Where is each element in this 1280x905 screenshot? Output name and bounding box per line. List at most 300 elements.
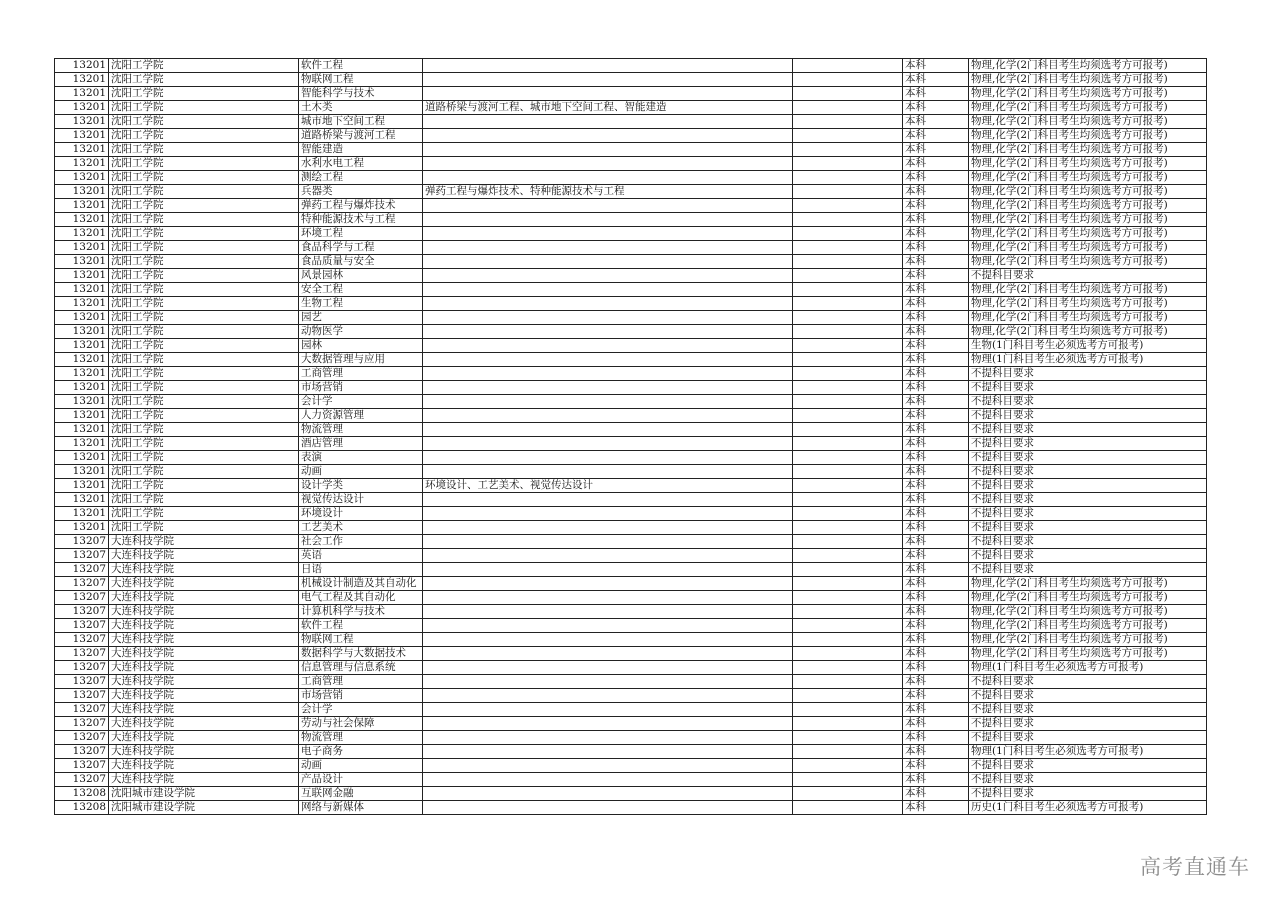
note-cell <box>793 563 903 577</box>
level-cell: 本科 <box>903 269 969 283</box>
school-code-cell: 13201 <box>55 185 109 199</box>
included-majors-cell <box>423 661 793 675</box>
included-majors-cell <box>423 381 793 395</box>
subject-requirement-cell: 不提科目要求 <box>969 731 1207 745</box>
major-name-cell: 社会工作 <box>299 535 423 549</box>
table-row <box>55 353 1207 367</box>
school-name-cell: 大连科技学院 <box>109 619 299 633</box>
school-name-cell: 大连科技学院 <box>109 675 299 689</box>
table-row <box>55 675 1207 689</box>
table-row <box>55 157 1207 171</box>
subject-requirement-cell: 物理,化学(2门科目考生均须选考方可报考) <box>969 101 1207 115</box>
included-majors-cell <box>423 437 793 451</box>
major-name-cell: 数据科学与大数据技术 <box>299 647 423 661</box>
note-cell <box>793 535 903 549</box>
subject-requirement-cell: 物理,化学(2门科目考生均须选考方可报考) <box>969 73 1207 87</box>
note-cell <box>793 549 903 563</box>
level-cell: 本科 <box>903 675 969 689</box>
note-cell <box>793 675 903 689</box>
school-name-cell: 沈阳工学院 <box>109 381 299 395</box>
major-name-cell: 英语 <box>299 549 423 563</box>
note-cell <box>793 325 903 339</box>
major-name-cell: 土木类 <box>299 101 423 115</box>
note-cell <box>793 353 903 367</box>
table-row <box>55 115 1207 129</box>
school-name-cell: 沈阳工学院 <box>109 101 299 115</box>
note-cell <box>793 661 903 675</box>
school-code-cell: 13201 <box>55 381 109 395</box>
level-cell: 本科 <box>903 87 969 101</box>
note-cell <box>793 87 903 101</box>
school-code-cell: 13201 <box>55 339 109 353</box>
note-cell <box>793 101 903 115</box>
included-majors-cell <box>423 423 793 437</box>
school-code-cell: 13207 <box>55 605 109 619</box>
level-cell: 本科 <box>903 577 969 591</box>
school-code-cell: 13207 <box>55 675 109 689</box>
school-name-cell: 大连科技学院 <box>109 661 299 675</box>
table-row <box>55 409 1207 423</box>
subject-requirement-cell: 物理,化学(2门科目考生均须选考方可报考) <box>969 241 1207 255</box>
subject-requirement-cell: 不提科目要求 <box>969 675 1207 689</box>
included-majors-cell <box>423 451 793 465</box>
school-code-cell: 13207 <box>55 661 109 675</box>
note-cell <box>793 605 903 619</box>
school-code-cell: 13201 <box>55 367 109 381</box>
note-cell <box>793 199 903 213</box>
major-name-cell: 食品质量与安全 <box>299 255 423 269</box>
school-name-cell: 沈阳工学院 <box>109 255 299 269</box>
school-code-cell: 13207 <box>55 619 109 633</box>
note-cell <box>793 787 903 801</box>
school-code-cell: 13207 <box>55 731 109 745</box>
included-majors-cell <box>423 577 793 591</box>
level-cell: 本科 <box>903 549 969 563</box>
major-name-cell: 物流管理 <box>299 423 423 437</box>
major-name-cell: 特种能源技术与工程 <box>299 213 423 227</box>
subject-requirement-cell: 不提科目要求 <box>969 437 1207 451</box>
level-cell: 本科 <box>903 703 969 717</box>
school-name-cell: 沈阳工学院 <box>109 87 299 101</box>
included-majors-cell <box>423 549 793 563</box>
note-cell <box>793 801 903 815</box>
subject-requirement-cell: 不提科目要求 <box>969 759 1207 773</box>
school-code-cell: 13201 <box>55 157 109 171</box>
table-row <box>55 787 1207 801</box>
level-cell: 本科 <box>903 689 969 703</box>
school-name-cell: 沈阳工学院 <box>109 129 299 143</box>
school-code-cell: 13201 <box>55 423 109 437</box>
level-cell: 本科 <box>903 395 969 409</box>
table-row <box>55 297 1207 311</box>
school-name-cell: 沈阳工学院 <box>109 521 299 535</box>
subject-requirement-cell: 不提科目要求 <box>969 507 1207 521</box>
school-name-cell: 沈阳城市建设学院 <box>109 787 299 801</box>
note-cell <box>793 507 903 521</box>
note-cell <box>793 465 903 479</box>
major-name-cell: 物联网工程 <box>299 633 423 647</box>
note-cell <box>793 647 903 661</box>
note-cell <box>793 745 903 759</box>
subject-requirement-cell: 历史(1门科目考生必须选考方可报考) <box>969 801 1207 815</box>
school-name-cell: 大连科技学院 <box>109 703 299 717</box>
school-name-cell: 沈阳工学院 <box>109 493 299 507</box>
included-majors-cell <box>423 87 793 101</box>
note-cell <box>793 171 903 185</box>
school-name-cell: 沈阳工学院 <box>109 59 299 73</box>
table-row <box>55 633 1207 647</box>
level-cell: 本科 <box>903 731 969 745</box>
table-row <box>55 773 1207 787</box>
school-name-cell: 大连科技学院 <box>109 773 299 787</box>
table-row <box>55 325 1207 339</box>
note-cell <box>793 577 903 591</box>
school-code-cell: 13207 <box>55 717 109 731</box>
school-name-cell: 大连科技学院 <box>109 591 299 605</box>
school-name-cell: 大连科技学院 <box>109 535 299 549</box>
major-name-cell: 城市地下空间工程 <box>299 115 423 129</box>
included-majors-cell <box>423 647 793 661</box>
table-row <box>55 241 1207 255</box>
subject-requirement-cell: 不提科目要求 <box>969 563 1207 577</box>
level-cell: 本科 <box>903 227 969 241</box>
included-majors-cell <box>423 129 793 143</box>
table-row <box>55 213 1207 227</box>
major-name-cell: 产品设计 <box>299 773 423 787</box>
level-cell: 本科 <box>903 199 969 213</box>
major-name-cell: 视觉传达设计 <box>299 493 423 507</box>
note-cell <box>793 619 903 633</box>
major-name-cell: 表演 <box>299 451 423 465</box>
school-name-cell: 沈阳工学院 <box>109 283 299 297</box>
school-code-cell: 13201 <box>55 87 109 101</box>
table-row <box>55 801 1207 815</box>
school-code-cell: 13201 <box>55 269 109 283</box>
note-cell <box>793 367 903 381</box>
school-code-cell: 13201 <box>55 297 109 311</box>
table-row <box>55 283 1207 297</box>
subject-requirement-cell: 物理,化学(2门科目考生均须选考方可报考) <box>969 591 1207 605</box>
included-majors-cell <box>423 311 793 325</box>
school-code-cell: 13207 <box>55 563 109 577</box>
school-code-cell: 13201 <box>55 507 109 521</box>
note-cell <box>793 451 903 465</box>
note-cell <box>793 521 903 535</box>
subject-requirement-cell: 不提科目要求 <box>969 381 1207 395</box>
major-name-cell: 会计学 <box>299 395 423 409</box>
table-row <box>55 731 1207 745</box>
subject-requirement-cell: 不提科目要求 <box>969 479 1207 493</box>
major-name-cell: 市场营销 <box>299 381 423 395</box>
major-name-cell: 大数据管理与应用 <box>299 353 423 367</box>
subject-requirement-cell: 物理,化学(2门科目考生均须选考方可报考) <box>969 213 1207 227</box>
note-cell <box>793 717 903 731</box>
table-row <box>55 381 1207 395</box>
subject-requirement-cell: 不提科目要求 <box>969 703 1207 717</box>
major-name-cell: 风景园林 <box>299 269 423 283</box>
major-name-cell: 机械设计制造及其自动化 <box>299 577 423 591</box>
level-cell: 本科 <box>903 437 969 451</box>
note-cell <box>793 591 903 605</box>
major-name-cell: 设计学类 <box>299 479 423 493</box>
major-name-cell: 电子商务 <box>299 745 423 759</box>
subject-requirement-cell: 不提科目要求 <box>969 367 1207 381</box>
table-row <box>55 549 1207 563</box>
note-cell <box>793 115 903 129</box>
included-majors-cell <box>423 269 793 283</box>
level-cell: 本科 <box>903 185 969 199</box>
table-row <box>55 591 1207 605</box>
table-row <box>55 227 1207 241</box>
table-row <box>55 269 1207 283</box>
table-row <box>55 661 1207 675</box>
included-majors-cell <box>423 115 793 129</box>
major-name-cell: 信息管理与信息系统 <box>299 661 423 675</box>
level-cell: 本科 <box>903 73 969 87</box>
school-name-cell: 沈阳工学院 <box>109 157 299 171</box>
level-cell: 本科 <box>903 423 969 437</box>
level-cell: 本科 <box>903 101 969 115</box>
level-cell: 本科 <box>903 367 969 381</box>
note-cell <box>793 255 903 269</box>
level-cell: 本科 <box>903 493 969 507</box>
level-cell: 本科 <box>903 535 969 549</box>
note-cell <box>793 227 903 241</box>
level-cell: 本科 <box>903 647 969 661</box>
included-majors-cell <box>423 563 793 577</box>
table-row <box>55 717 1207 731</box>
included-majors-cell <box>423 241 793 255</box>
level-cell: 本科 <box>903 143 969 157</box>
major-name-cell: 物联网工程 <box>299 73 423 87</box>
included-majors-cell <box>423 409 793 423</box>
subject-requirement-cell: 不提科目要求 <box>969 269 1207 283</box>
included-majors-cell <box>423 675 793 689</box>
school-name-cell: 沈阳工学院 <box>109 479 299 493</box>
included-majors-cell: 道路桥梁与渡河工程、城市地下空间工程、智能建造 <box>423 101 793 115</box>
school-name-cell: 大连科技学院 <box>109 745 299 759</box>
level-cell: 本科 <box>903 325 969 339</box>
table-row <box>55 339 1207 353</box>
note-cell <box>793 759 903 773</box>
school-code-cell: 13201 <box>55 213 109 227</box>
note-cell <box>793 283 903 297</box>
subject-requirement-cell: 物理,化学(2门科目考生均须选考方可报考) <box>969 87 1207 101</box>
major-name-cell: 测绘工程 <box>299 171 423 185</box>
note-cell <box>793 703 903 717</box>
table-row <box>55 493 1207 507</box>
table-row <box>55 619 1207 633</box>
included-majors-cell <box>423 339 793 353</box>
school-code-cell: 13207 <box>55 549 109 563</box>
school-name-cell: 沈阳工学院 <box>109 465 299 479</box>
note-cell <box>793 409 903 423</box>
major-name-cell: 会计学 <box>299 703 423 717</box>
included-majors-cell <box>423 367 793 381</box>
level-cell: 本科 <box>903 339 969 353</box>
school-code-cell: 13207 <box>55 759 109 773</box>
table-row <box>55 563 1207 577</box>
school-code-cell: 13208 <box>55 801 109 815</box>
watermark: 高考直通车 <box>1140 855 1250 879</box>
school-code-cell: 13201 <box>55 171 109 185</box>
school-code-cell: 13201 <box>55 199 109 213</box>
level-cell: 本科 <box>903 801 969 815</box>
subject-requirement-cell: 物理,化学(2门科目考生均须选考方可报考) <box>969 59 1207 73</box>
major-name-cell: 弹药工程与爆炸技术 <box>299 199 423 213</box>
major-name-cell: 软件工程 <box>299 59 423 73</box>
school-code-cell: 13201 <box>55 409 109 423</box>
subject-requirement-cell: 生物(1门科目考生必须选考方可报考) <box>969 339 1207 353</box>
included-majors-cell <box>423 787 793 801</box>
included-majors-cell <box>423 143 793 157</box>
major-name-cell: 软件工程 <box>299 619 423 633</box>
table-row <box>55 199 1207 213</box>
table-row <box>55 185 1207 199</box>
subject-requirement-cell: 不提科目要求 <box>969 535 1207 549</box>
included-majors-cell <box>423 759 793 773</box>
note-cell <box>793 311 903 325</box>
school-name-cell: 沈阳工学院 <box>109 311 299 325</box>
school-name-cell: 大连科技学院 <box>109 689 299 703</box>
school-name-cell: 大连科技学院 <box>109 563 299 577</box>
note-cell <box>793 73 903 87</box>
school-name-cell: 大连科技学院 <box>109 731 299 745</box>
level-cell: 本科 <box>903 661 969 675</box>
note-cell <box>793 689 903 703</box>
level-cell: 本科 <box>903 59 969 73</box>
table-row <box>55 311 1207 325</box>
school-name-cell: 沈阳工学院 <box>109 213 299 227</box>
school-code-cell: 13201 <box>55 101 109 115</box>
level-cell: 本科 <box>903 283 969 297</box>
subject-requirement-cell: 物理,化学(2门科目考生均须选考方可报考) <box>969 199 1207 213</box>
school-code-cell: 13201 <box>55 241 109 255</box>
school-name-cell: 沈阳工学院 <box>109 451 299 465</box>
level-cell: 本科 <box>903 521 969 535</box>
school-code-cell: 13207 <box>55 689 109 703</box>
table-body <box>55 59 1207 815</box>
included-majors-cell: 弹药工程与爆炸技术、特种能源技术与工程 <box>423 185 793 199</box>
school-code-cell: 13207 <box>55 745 109 759</box>
school-name-cell: 沈阳工学院 <box>109 367 299 381</box>
included-majors-cell <box>423 283 793 297</box>
note-cell <box>793 269 903 283</box>
table-row <box>55 577 1207 591</box>
subject-requirement-cell: 物理,化学(2门科目考生均须选考方可报考) <box>969 157 1207 171</box>
included-majors-cell <box>423 73 793 87</box>
major-name-cell: 计算机科学与技术 <box>299 605 423 619</box>
note-cell <box>793 157 903 171</box>
included-majors-cell: 环境设计、工艺美术、视觉传达设计 <box>423 479 793 493</box>
level-cell: 本科 <box>903 787 969 801</box>
level-cell: 本科 <box>903 115 969 129</box>
level-cell: 本科 <box>903 451 969 465</box>
level-cell: 本科 <box>903 311 969 325</box>
included-majors-cell <box>423 619 793 633</box>
table-row <box>55 367 1207 381</box>
subject-requirement-cell: 物理,化学(2门科目考生均须选考方可报考) <box>969 283 1207 297</box>
note-cell <box>793 493 903 507</box>
table-row <box>55 521 1207 535</box>
school-code-cell: 13208 <box>55 787 109 801</box>
subject-requirement-cell: 物理,化学(2门科目考生均须选考方可报考) <box>969 143 1207 157</box>
table-row <box>55 255 1207 269</box>
level-cell: 本科 <box>903 171 969 185</box>
included-majors-cell <box>423 213 793 227</box>
school-code-cell: 13207 <box>55 591 109 605</box>
school-name-cell: 沈阳工学院 <box>109 269 299 283</box>
included-majors-cell <box>423 227 793 241</box>
school-code-cell: 13201 <box>55 353 109 367</box>
school-name-cell: 沈阳工学院 <box>109 507 299 521</box>
school-code-cell: 13207 <box>55 577 109 591</box>
major-name-cell: 园林 <box>299 339 423 353</box>
major-name-cell: 生物工程 <box>299 297 423 311</box>
major-name-cell: 动画 <box>299 759 423 773</box>
level-cell: 本科 <box>903 465 969 479</box>
major-name-cell: 工艺美术 <box>299 521 423 535</box>
note-cell <box>793 773 903 787</box>
included-majors-cell <box>423 605 793 619</box>
note-cell <box>793 381 903 395</box>
table-row <box>55 423 1207 437</box>
major-name-cell: 动物医学 <box>299 325 423 339</box>
subject-requirement-cell: 物理,化学(2门科目考生均须选考方可报考) <box>969 633 1207 647</box>
school-name-cell: 沈阳工学院 <box>109 143 299 157</box>
major-name-cell: 水利水电工程 <box>299 157 423 171</box>
school-code-cell: 13201 <box>55 521 109 535</box>
included-majors-cell <box>423 395 793 409</box>
note-cell <box>793 395 903 409</box>
major-name-cell: 安全工程 <box>299 283 423 297</box>
included-majors-cell <box>423 507 793 521</box>
school-name-cell: 大连科技学院 <box>109 647 299 661</box>
school-code-cell: 13201 <box>55 479 109 493</box>
school-code-cell: 13201 <box>55 255 109 269</box>
school-name-cell: 大连科技学院 <box>109 549 299 563</box>
subject-requirement-cell: 不提科目要求 <box>969 395 1207 409</box>
table-row <box>55 451 1207 465</box>
school-code-cell: 13201 <box>55 115 109 129</box>
subject-requirement-cell: 物理,化学(2门科目考生均须选考方可报考) <box>969 325 1207 339</box>
table-row <box>55 759 1207 773</box>
table-row <box>55 395 1207 409</box>
level-cell: 本科 <box>903 633 969 647</box>
subject-requirement-cell: 物理(1门科目考生必须选考方可报考) <box>969 745 1207 759</box>
table-row <box>55 479 1207 493</box>
major-name-cell: 道路桥梁与渡河工程 <box>299 129 423 143</box>
note-cell <box>793 297 903 311</box>
note-cell <box>793 479 903 493</box>
level-cell: 本科 <box>903 381 969 395</box>
level-cell: 本科 <box>903 213 969 227</box>
school-code-cell: 13201 <box>55 143 109 157</box>
note-cell <box>793 423 903 437</box>
major-name-cell: 智能科学与技术 <box>299 87 423 101</box>
school-code-cell: 13207 <box>55 633 109 647</box>
table-row <box>55 101 1207 115</box>
included-majors-cell <box>423 591 793 605</box>
subject-requirement-cell: 物理,化学(2门科目考生均须选考方可报考) <box>969 129 1207 143</box>
table-row <box>55 59 1207 73</box>
subject-requirement-cell: 物理,化学(2门科目考生均须选考方可报考) <box>969 171 1207 185</box>
table-row <box>55 465 1207 479</box>
major-name-cell: 酒店管理 <box>299 437 423 451</box>
school-name-cell: 沈阳工学院 <box>109 297 299 311</box>
level-cell: 本科 <box>903 255 969 269</box>
school-name-cell: 沈阳工学院 <box>109 325 299 339</box>
